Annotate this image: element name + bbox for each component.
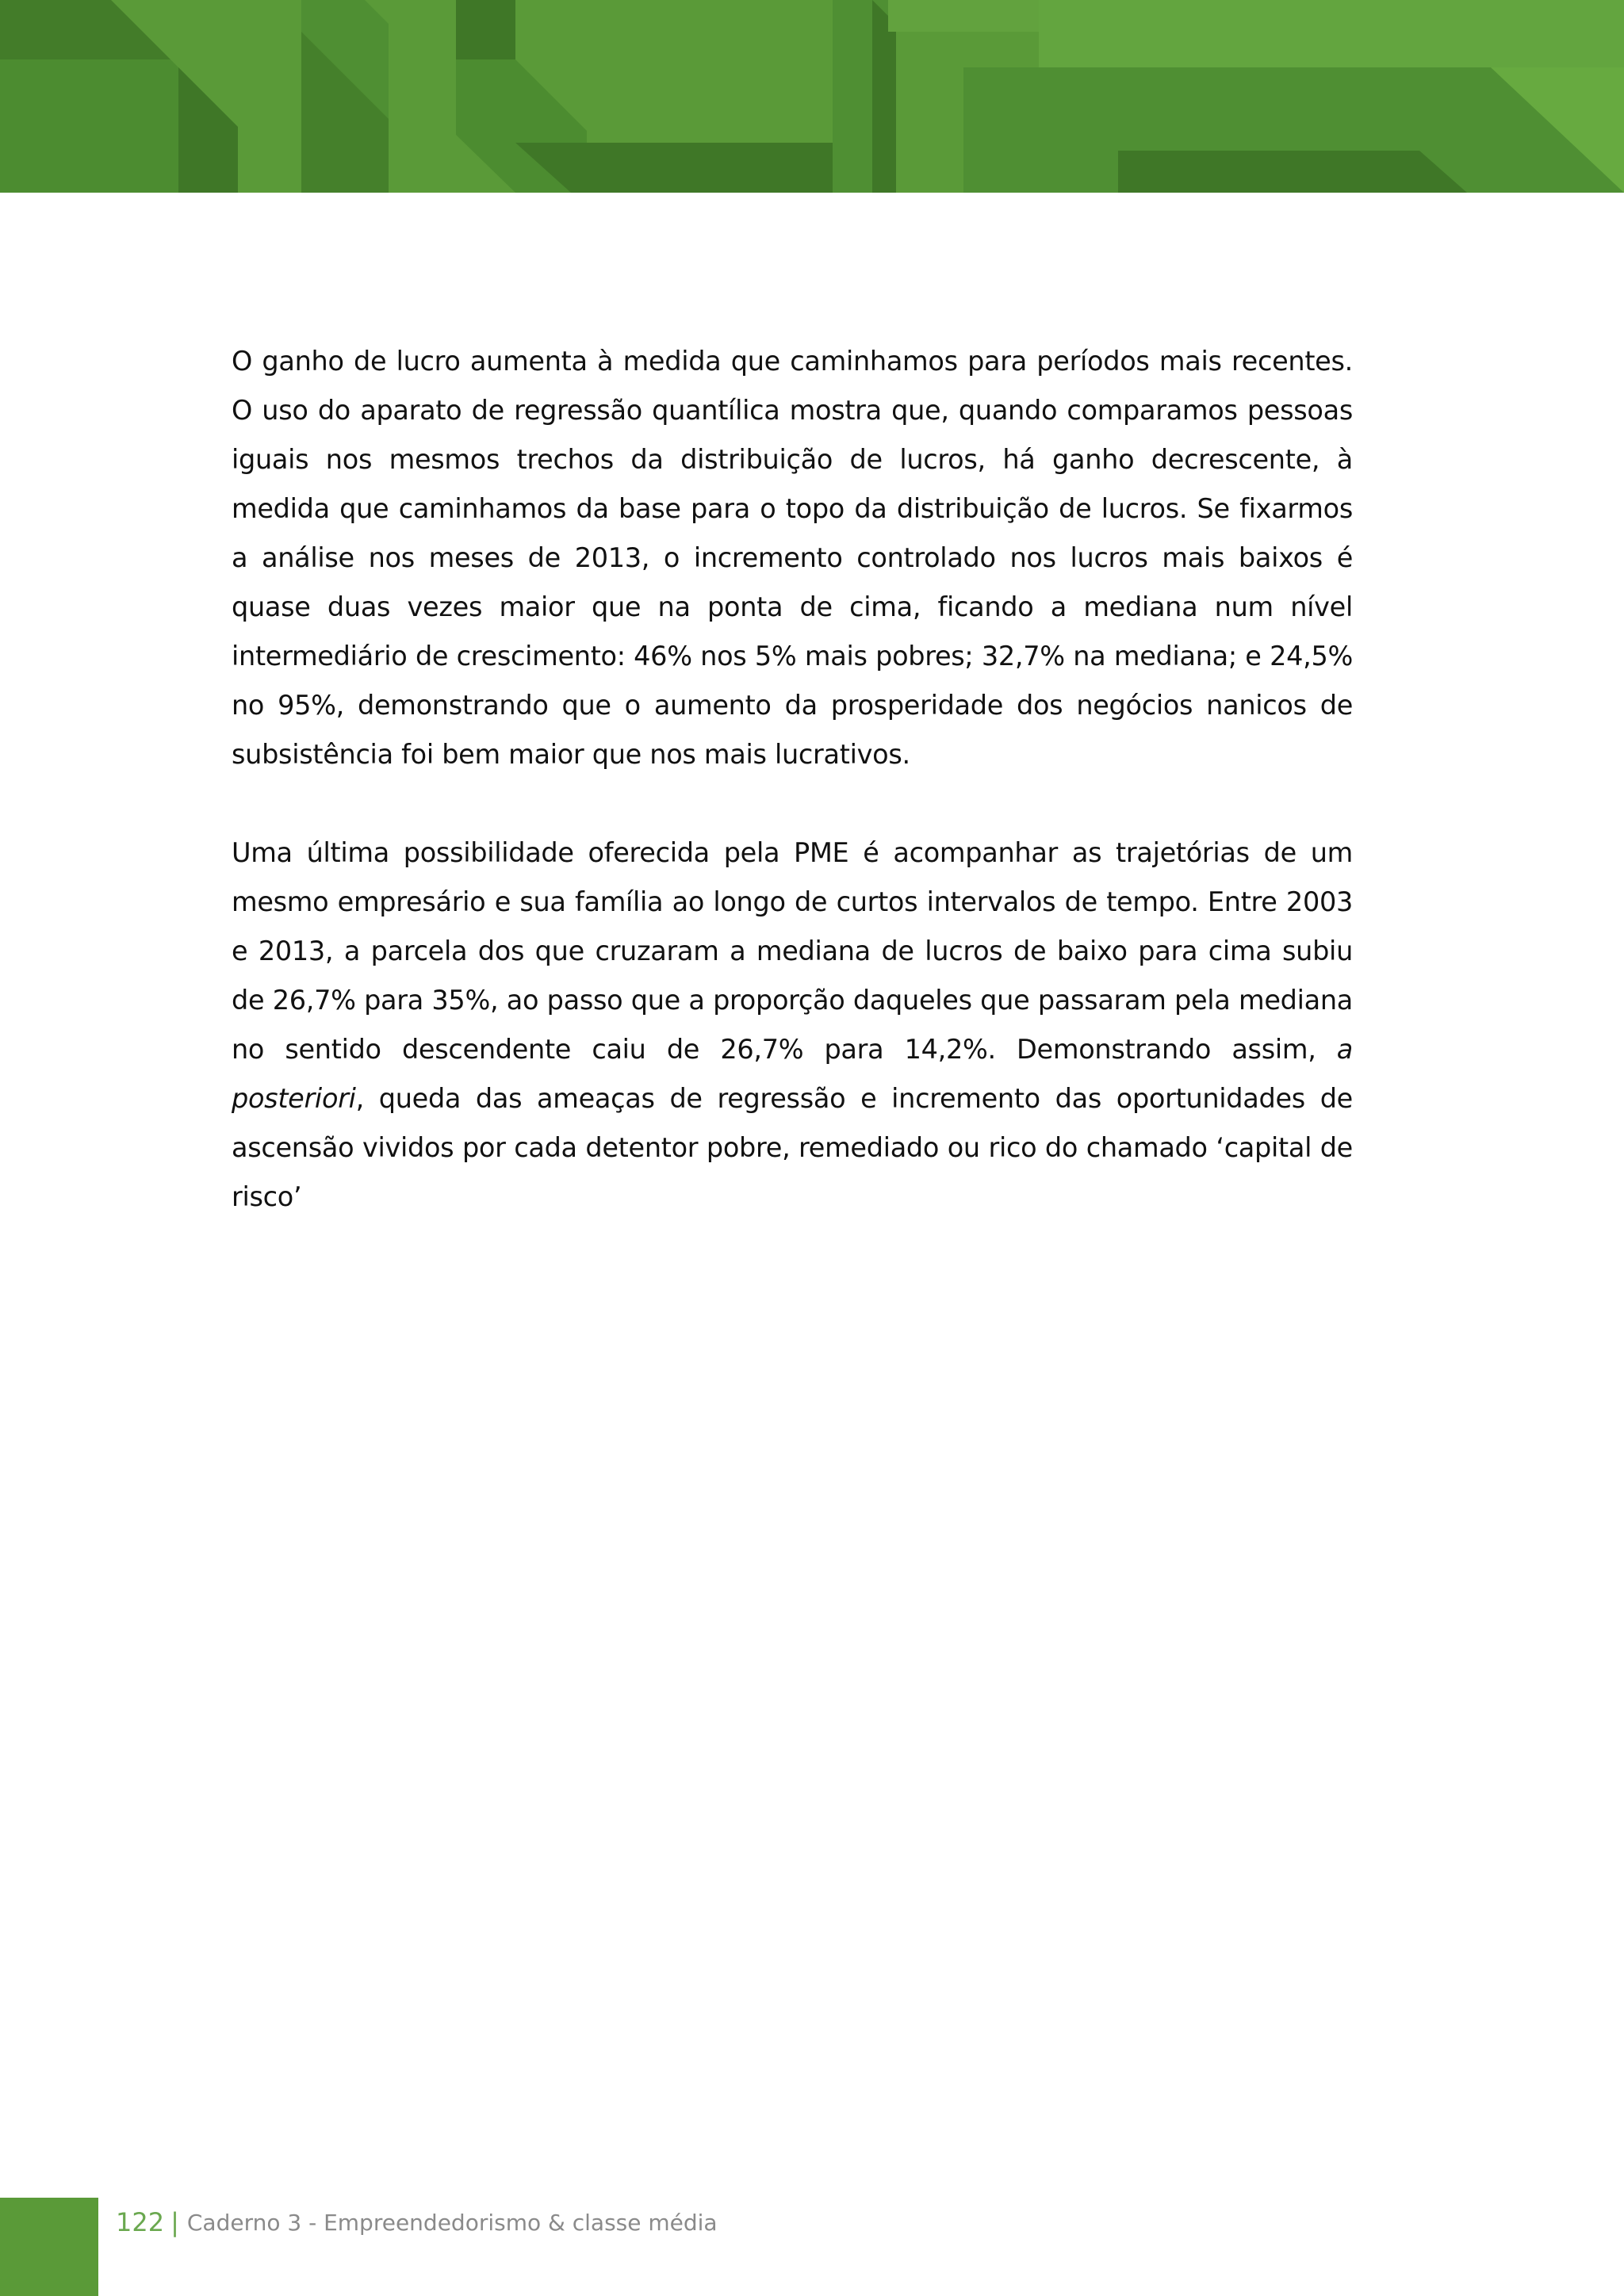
body-paragraph-1: [232, 337, 1353, 779]
paragraph-1-text: O ganho de lucro aumenta à medida que caminhamos para períodos mais recentes. O uso do aparato de regressão quantílica mostra que, quando comparamos pessoas iguais nos mesmos trechos da distribuição de lucros, há ganho decrescente, à medida que caminhamos da base para o topo da distribuição de lucros. Se fixarmos a análise nos meses de 2013, o incremento controlado nos lucros mais baixos é quase duas vezes maior que na ponta de cima, ficando a mediana num nível intermediário de crescimento: 46% nos 5% mais pobres; 32,7% na mediana; e 24,5% no 95%, demonstrando que o aumento da prosperidade dos negócios nanicos de subsistência foi bem maior que nos mais lucrativos.: [232, 346, 1353, 770]
header-geometric-pattern: [0, 0, 1624, 193]
footer-publication-title: Caderno 3 - Empreendedorismo & classe média: [186, 2209, 718, 2236]
footer-green-block: [0, 2198, 98, 2296]
document-body: [232, 337, 1353, 1271]
paragraph-2-italic-term: a posteriori: [232, 1034, 1353, 1114]
page-number: 122: [116, 2207, 165, 2237]
page-footer: [116, 2202, 718, 2242]
paragraph-2-text-end: , queda das ameaças de regressão e incremento das oportunidades de ascensão vividos por cada detentor pobre, remediado ou rico do chamado ‘capital de risco’: [232, 1083, 1353, 1212]
footer-separator: |: [170, 2207, 179, 2237]
paragraph-2-text-start: Uma última possibilidade oferecida pela PME é acompanhar as trajetórias de um mesmo empresário e sua família ao longo de curtos intervalos de tempo. Entre 2003 e 2013, a parcela dos que cruzaram a mediana de lucros de baixo para cima subiu de 26,7% para 35%, ao passo que a proporção daqueles que passaram pela mediana no sentido descendente caiu de 26,7% para 14,2%. Demonstrando assim,: [232, 837, 1353, 1065]
header-decorative-band: [0, 0, 1624, 193]
body-paragraph-2: [232, 828, 1353, 1222]
